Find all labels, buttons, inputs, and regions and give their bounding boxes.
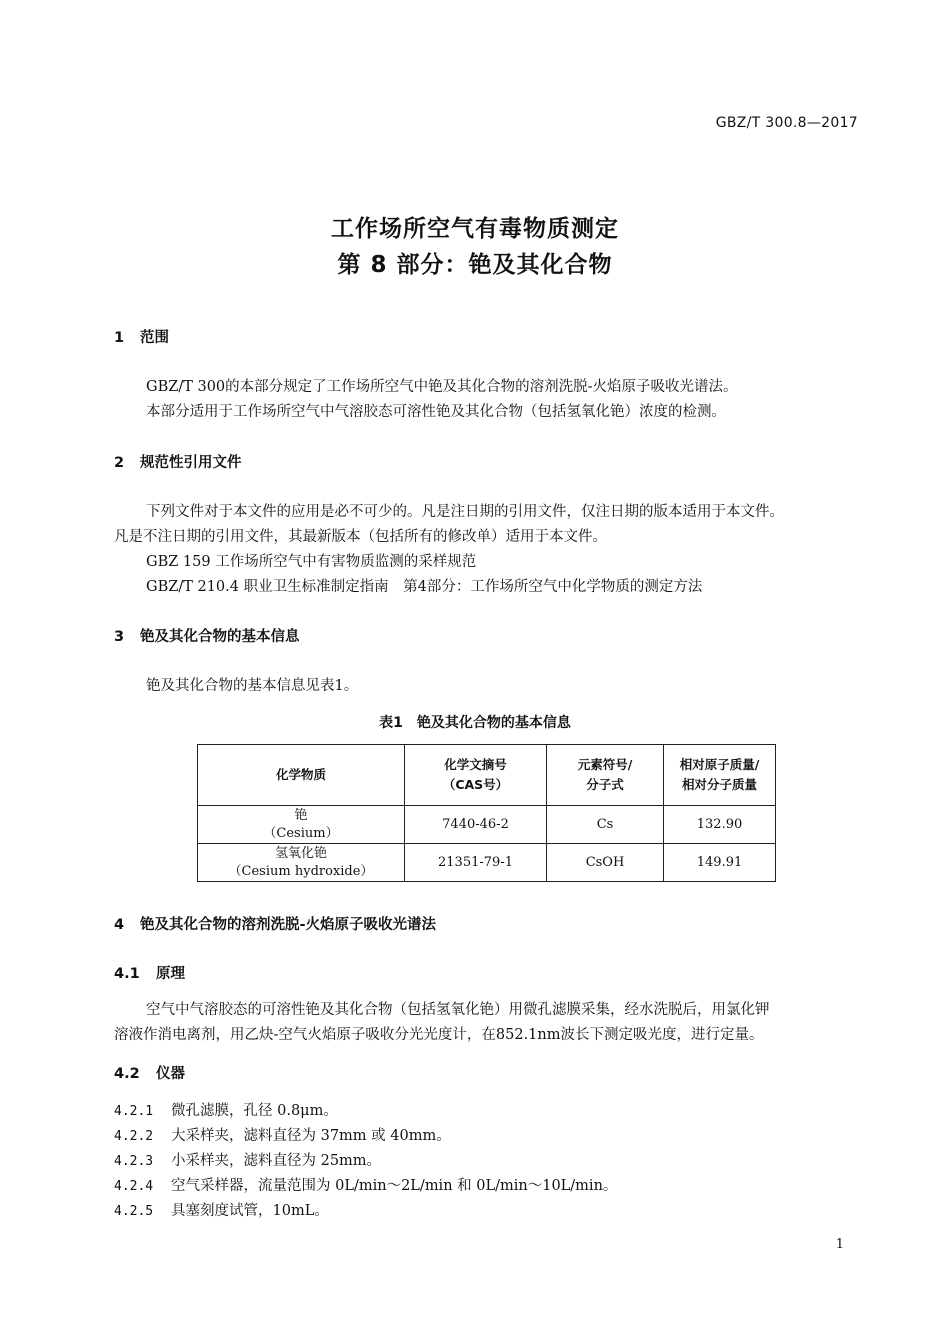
substance-name-en: （Cesium hydroxide） xyxy=(228,863,374,879)
section-4-1-heading xyxy=(114,962,185,983)
paragraph: 下列文件对于本文件的应用是必不可少的。凡是注日期的引用文件，仅注日期的版本适用于本文件。 xyxy=(146,504,784,520)
header-text: 化学文摘号 xyxy=(444,757,507,772)
section-3-heading xyxy=(114,625,300,646)
basic-info-table xyxy=(197,744,776,882)
item-text: 大采样夹，滤料直径为 37mm 或 40mm。 xyxy=(171,1128,451,1144)
section-1-heading xyxy=(114,326,169,347)
item-text: 微孔滤膜，孔径 0.8μm。 xyxy=(171,1103,338,1119)
section-number: 4 xyxy=(114,917,125,933)
item-text: 小采样夹，滤料直径为 25mm。 xyxy=(171,1153,382,1169)
item-text: 空气采样器，流量范围为 0L/min～2L/min 和 0L/min～10L/min。 xyxy=(171,1178,618,1194)
table-cell xyxy=(198,806,405,844)
list-item xyxy=(114,1199,329,1220)
header-text: 分子式 xyxy=(586,777,624,792)
item-number: 4.2.1 xyxy=(114,1104,154,1119)
section-number: 1 xyxy=(114,330,125,346)
table-header-cell xyxy=(405,745,547,806)
item-number: 4.2.4 xyxy=(114,1179,154,1194)
table-cell: 21351-79-1 xyxy=(405,844,547,882)
section-title: 铯及其化合物的溶剂洗脱-火焰原子吸收光谱法 xyxy=(140,917,437,933)
reference-item: GBZ 159 工作场所空气中有害物质监测的采样规范 xyxy=(146,554,477,570)
header-text: 化学物质 xyxy=(275,767,326,782)
header-text: （CAS号） xyxy=(442,777,509,792)
list-item xyxy=(114,1099,338,1120)
section-number: 4.1 xyxy=(114,966,140,982)
table-header-row xyxy=(198,745,776,806)
section-title: 铯及其化合物的基本信息 xyxy=(140,629,300,645)
table-header-cell xyxy=(664,745,776,806)
item-number: 4.2.3 xyxy=(114,1154,154,1169)
table-cell: Cs xyxy=(547,806,664,844)
section-title: 范围 xyxy=(140,330,169,346)
table-cell: 132.90 xyxy=(664,806,776,844)
table-cell xyxy=(198,844,405,882)
document-subtitle: 第 8 部分：铯及其化合物 xyxy=(337,252,613,278)
table-header-cell xyxy=(547,745,664,806)
section-number: 4.2 xyxy=(114,1066,140,1082)
paragraph: 本部分适用于工作场所空气中气溶胶态可溶性铯及其化合物（包括氢氧化铯）浓度的检测。 xyxy=(146,404,726,420)
standard-code: GBZ/T 300.8—2017 xyxy=(715,115,858,131)
section-title: 仪器 xyxy=(156,1066,185,1082)
paragraph-continuation: 溶液作消电离剂，用乙炔-空气火焰原子吸收分光光度计，在852.1nm波长下测定吸光度，进行定量。 xyxy=(114,1027,764,1043)
substance-name-en: （Cesium） xyxy=(263,825,339,841)
list-item xyxy=(114,1174,617,1195)
table-header-cell xyxy=(198,745,405,806)
paragraph-continuation: 凡是不注日期的引用文件，其最新版本（包括所有的修改单）适用于本文件。 xyxy=(114,529,607,545)
page-number: 1 xyxy=(835,1237,844,1252)
item-number: 4.2.5 xyxy=(114,1204,154,1219)
list-item xyxy=(114,1124,451,1145)
table-cell: 149.91 xyxy=(664,844,776,882)
substance-name: 铯 xyxy=(294,807,308,823)
section-number: 2 xyxy=(114,455,125,471)
reference-item: GBZ/T 210.4 职业卫生标准制定指南 第4部分：工作场所空气中化学物质的测定方法 xyxy=(146,579,703,595)
section-number: 3 xyxy=(114,629,125,645)
table-row xyxy=(198,844,776,882)
item-text: 具塞刻度试管，10mL。 xyxy=(171,1203,329,1219)
header-text: 相对原子质量/ xyxy=(679,757,760,772)
section-title: 规范性引用文件 xyxy=(140,455,242,471)
substance-name: 氢氧化铯 xyxy=(274,845,327,861)
table-row xyxy=(198,806,776,844)
paragraph: 空气中气溶胶态的可溶性铯及其化合物（包括氢氧化铯）用微孔滤膜采集，经水洗脱后，用氯化钾 xyxy=(146,1002,770,1018)
section-4-2-heading xyxy=(114,1062,185,1083)
header-text: 元素符号/ xyxy=(577,757,633,772)
list-item xyxy=(114,1149,381,1170)
header-text: 相对分子质量 xyxy=(681,777,757,792)
item-number: 4.2.2 xyxy=(114,1129,154,1144)
paragraph: GBZ/T 300的本部分规定了工作场所空气中铯及其化合物的溶剂洗脱-火焰原子吸收光谱法。 xyxy=(146,379,738,395)
paragraph: 铯及其化合物的基本信息见表1。 xyxy=(146,678,359,694)
section-4-heading xyxy=(114,913,436,934)
table-cell: CsOH xyxy=(547,844,664,882)
table-caption: 表1 铯及其化合物的基本信息 xyxy=(379,715,571,731)
section-title: 原理 xyxy=(156,966,185,982)
table-cell: 7440-46-2 xyxy=(405,806,547,844)
section-2-heading xyxy=(114,451,242,472)
document-title: 工作场所空气有毒物质测定 xyxy=(331,216,619,242)
